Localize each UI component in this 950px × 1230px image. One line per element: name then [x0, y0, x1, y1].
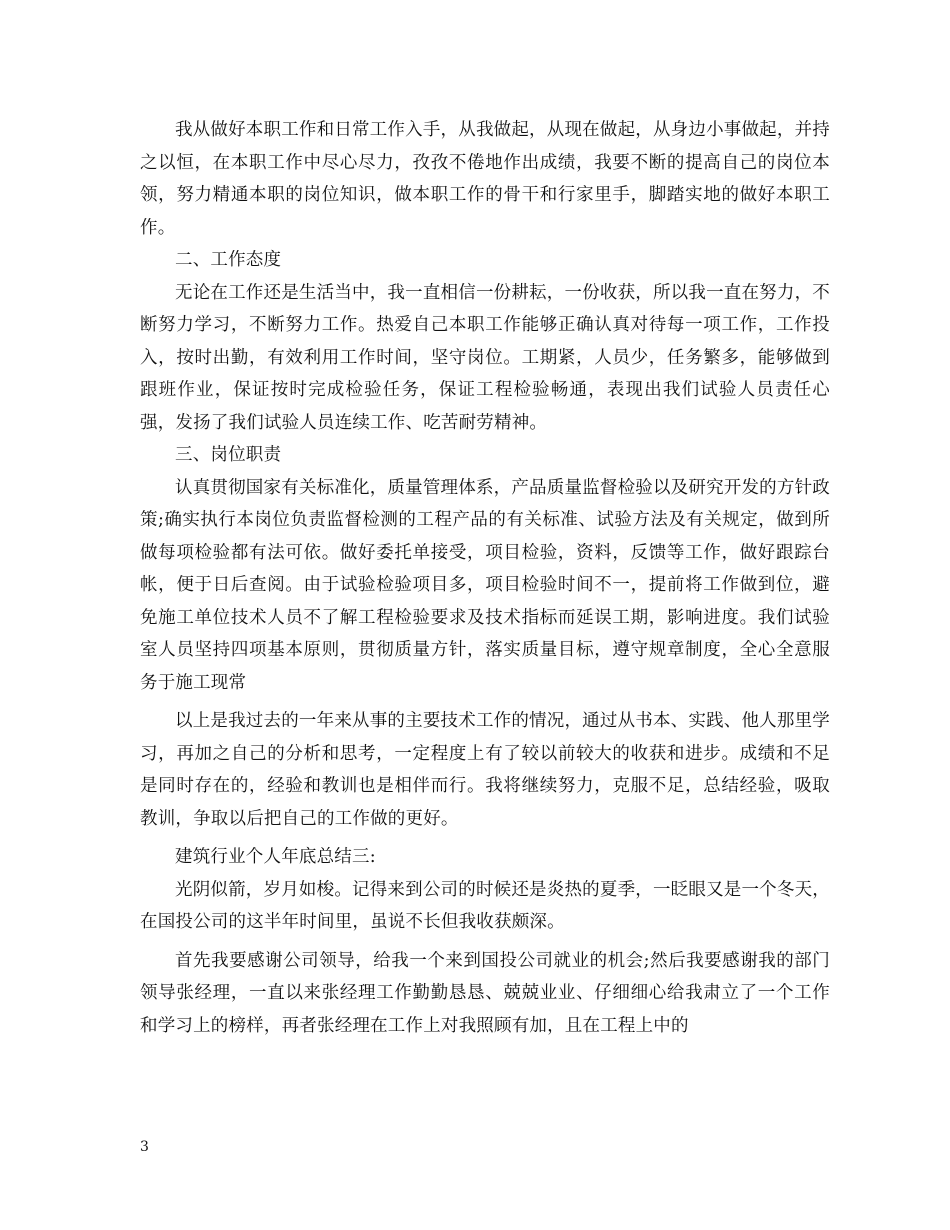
section-heading: 建筑行业个人年底总结三: — [175, 847, 376, 867]
document-body — [140, 114, 830, 1042]
page-number: 3 — [140, 1139, 149, 1155]
paragraph: 认真贯彻国家有关标准化，质量管理体系，产品质量监督检验以及研究开发的方针政策;确实执行本岗位负责监督检测的工程产品的有关标准、试验方法及有关规定，做到所做每项检验都有法可依。做好委托单接受，项目检验，资料，反馈等工作，做好跟踪台帐，便于日后查阅。由于试验检验项目多，项目检验时间不一，提前将工作做到位，避免施工单位技术人员不了解工程检验要求及技术指标而延误工期，影响进度。我们试验室人员坚持四项基本原则，贯彻质量方针，落实质量目标，遵守规章制度，全心全意服务于施工现常 — [140, 477, 830, 693]
paragraph: 首先我要感谢公司领导，给我一个来到国投公司就业的机会;然后我要感谢我的部门领导张经理，一直以来张经理工作勤勤恳恳、兢兢业业、仔细细心给我肃立了一个工作和学习上的榜样，再者张经理在工作上对我照顾有加，且在工程上中的 — [140, 950, 830, 1036]
paragraph: 光阴似箭，岁月如梭。记得来到公司的时候还是炎热的夏季，一眨眼又是一个冬天，在国投公司的这半年时间里，虽说不长但我收获颇深。 — [140, 879, 830, 932]
section-heading: 三、岗位职责 — [175, 445, 282, 465]
paragraph: 我从做好本职工作和日常工作入手，从我做起，从现在做起，从身边小事做起，并持之以恒，在本职工作中尽心尽力，孜孜不倦地作出成绩，我要不断的提高自己的岗位本领，努力精通本职的岗位知识，做本职工作的骨干和行家里手，脚踏实地的做好本职工作。 — [140, 120, 830, 238]
paragraph: 无论在工作还是生活当中，我一直相信一份耕耘，一份收获，所以我一直在努力，不断努力学习，不断努力工作。热爱自己本职工作能够正确认真对待每一项工作，工作投入，按时出勤，有效利用工作时间，坚守岗位。工期紧，人员少，任务繁多，能够做到跟班作业，保证按时完成检验任务，保证工程检验畅通，表现出我们试验人员责任心强，发扬了我们试验人员连续工作、吃苦耐劳精神。 — [140, 282, 830, 433]
section-heading: 二、工作态度 — [175, 250, 282, 270]
paragraph: 以上是我过去的一年来从事的主要技术工作的情况，通过从书本、实践、他人那里学习，再加之自己的分析和思考，一定程度上有了较以前较大的收获和进步。成绩和不足是同时存在的，经验和教训也是相伴而行。我将继续努力，克服不足，总结经验，吸取教训，争取以后把自己的工作做的更好。 — [140, 711, 830, 829]
